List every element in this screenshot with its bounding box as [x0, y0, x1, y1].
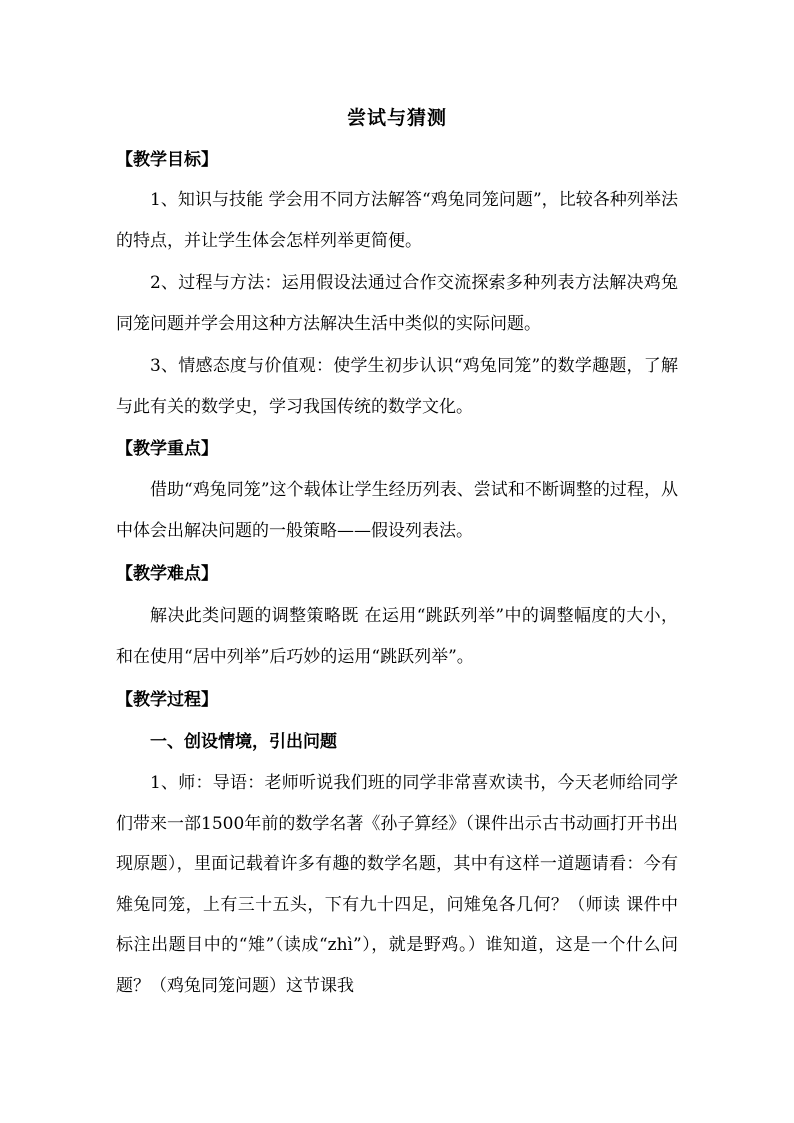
objective-attitude-values: 3、情感态度与价值观：使学生初步认识“鸡兔同笼”的数学趣题，了解与此有关的数学史，学习我国传统的数学文化。 — [116, 356, 678, 417]
objective-knowledge-skills: 1、知识与技能 学会用不同方法解答“鸡兔同笼问题”，比较各种列举法的特点，并让学生体会怎样列举更简便。 — [116, 190, 678, 251]
objective-process-method: 2、过程与方法：运用假设法通过合作交流探索多种列表方法解决鸡兔同笼问题并学会用这种方法解决生活中类似的实际问题。 — [116, 273, 678, 334]
key-points-paragraph: 借助“鸡兔同笼”这个载体让学生经历列表、尝试和不断调整的过程，从中体会出解决问题的一般策略——假设列表法。 — [116, 480, 678, 541]
section-heading-difficulties: 【教学难点】 — [116, 564, 218, 584]
difficulties-paragraph: 解决此类问题的调整策略既 在运用“跳跃列举”中的调整幅度的大小，和在使用“居中列举”后巧妙的运用“跳跃列举”。 — [116, 606, 678, 667]
section-heading-process: 【教学过程】 — [116, 690, 218, 710]
process-step-one-heading: 一、创设情境，引出问题 — [150, 732, 337, 752]
document-title: 尝试与猜测 — [346, 107, 447, 129]
section-heading-objectives: 【教学目标】 — [116, 150, 218, 170]
section-heading-key-points: 【教学重点】 — [116, 439, 218, 459]
process-step-one-paragraph: 1、师：导语：老师听说我们班的同学非常喜欢读书，今天老师给同学们带来一部1500年前的数学名著《孙子算经》（课件出示古书动画打开书出现原题），里面记载着许多有趣的数学名题，其中有这样一道题请看：今有雉兔同笼，上有三十五头，下有九十四足，问雉兔各几何？（师读 课件中标注出题目中的“雉”（读成“zhì”），就是野鸡。）谁知道，这是一个什么问题？（鸡兔同笼问题）这节课我 — [116, 773, 678, 996]
